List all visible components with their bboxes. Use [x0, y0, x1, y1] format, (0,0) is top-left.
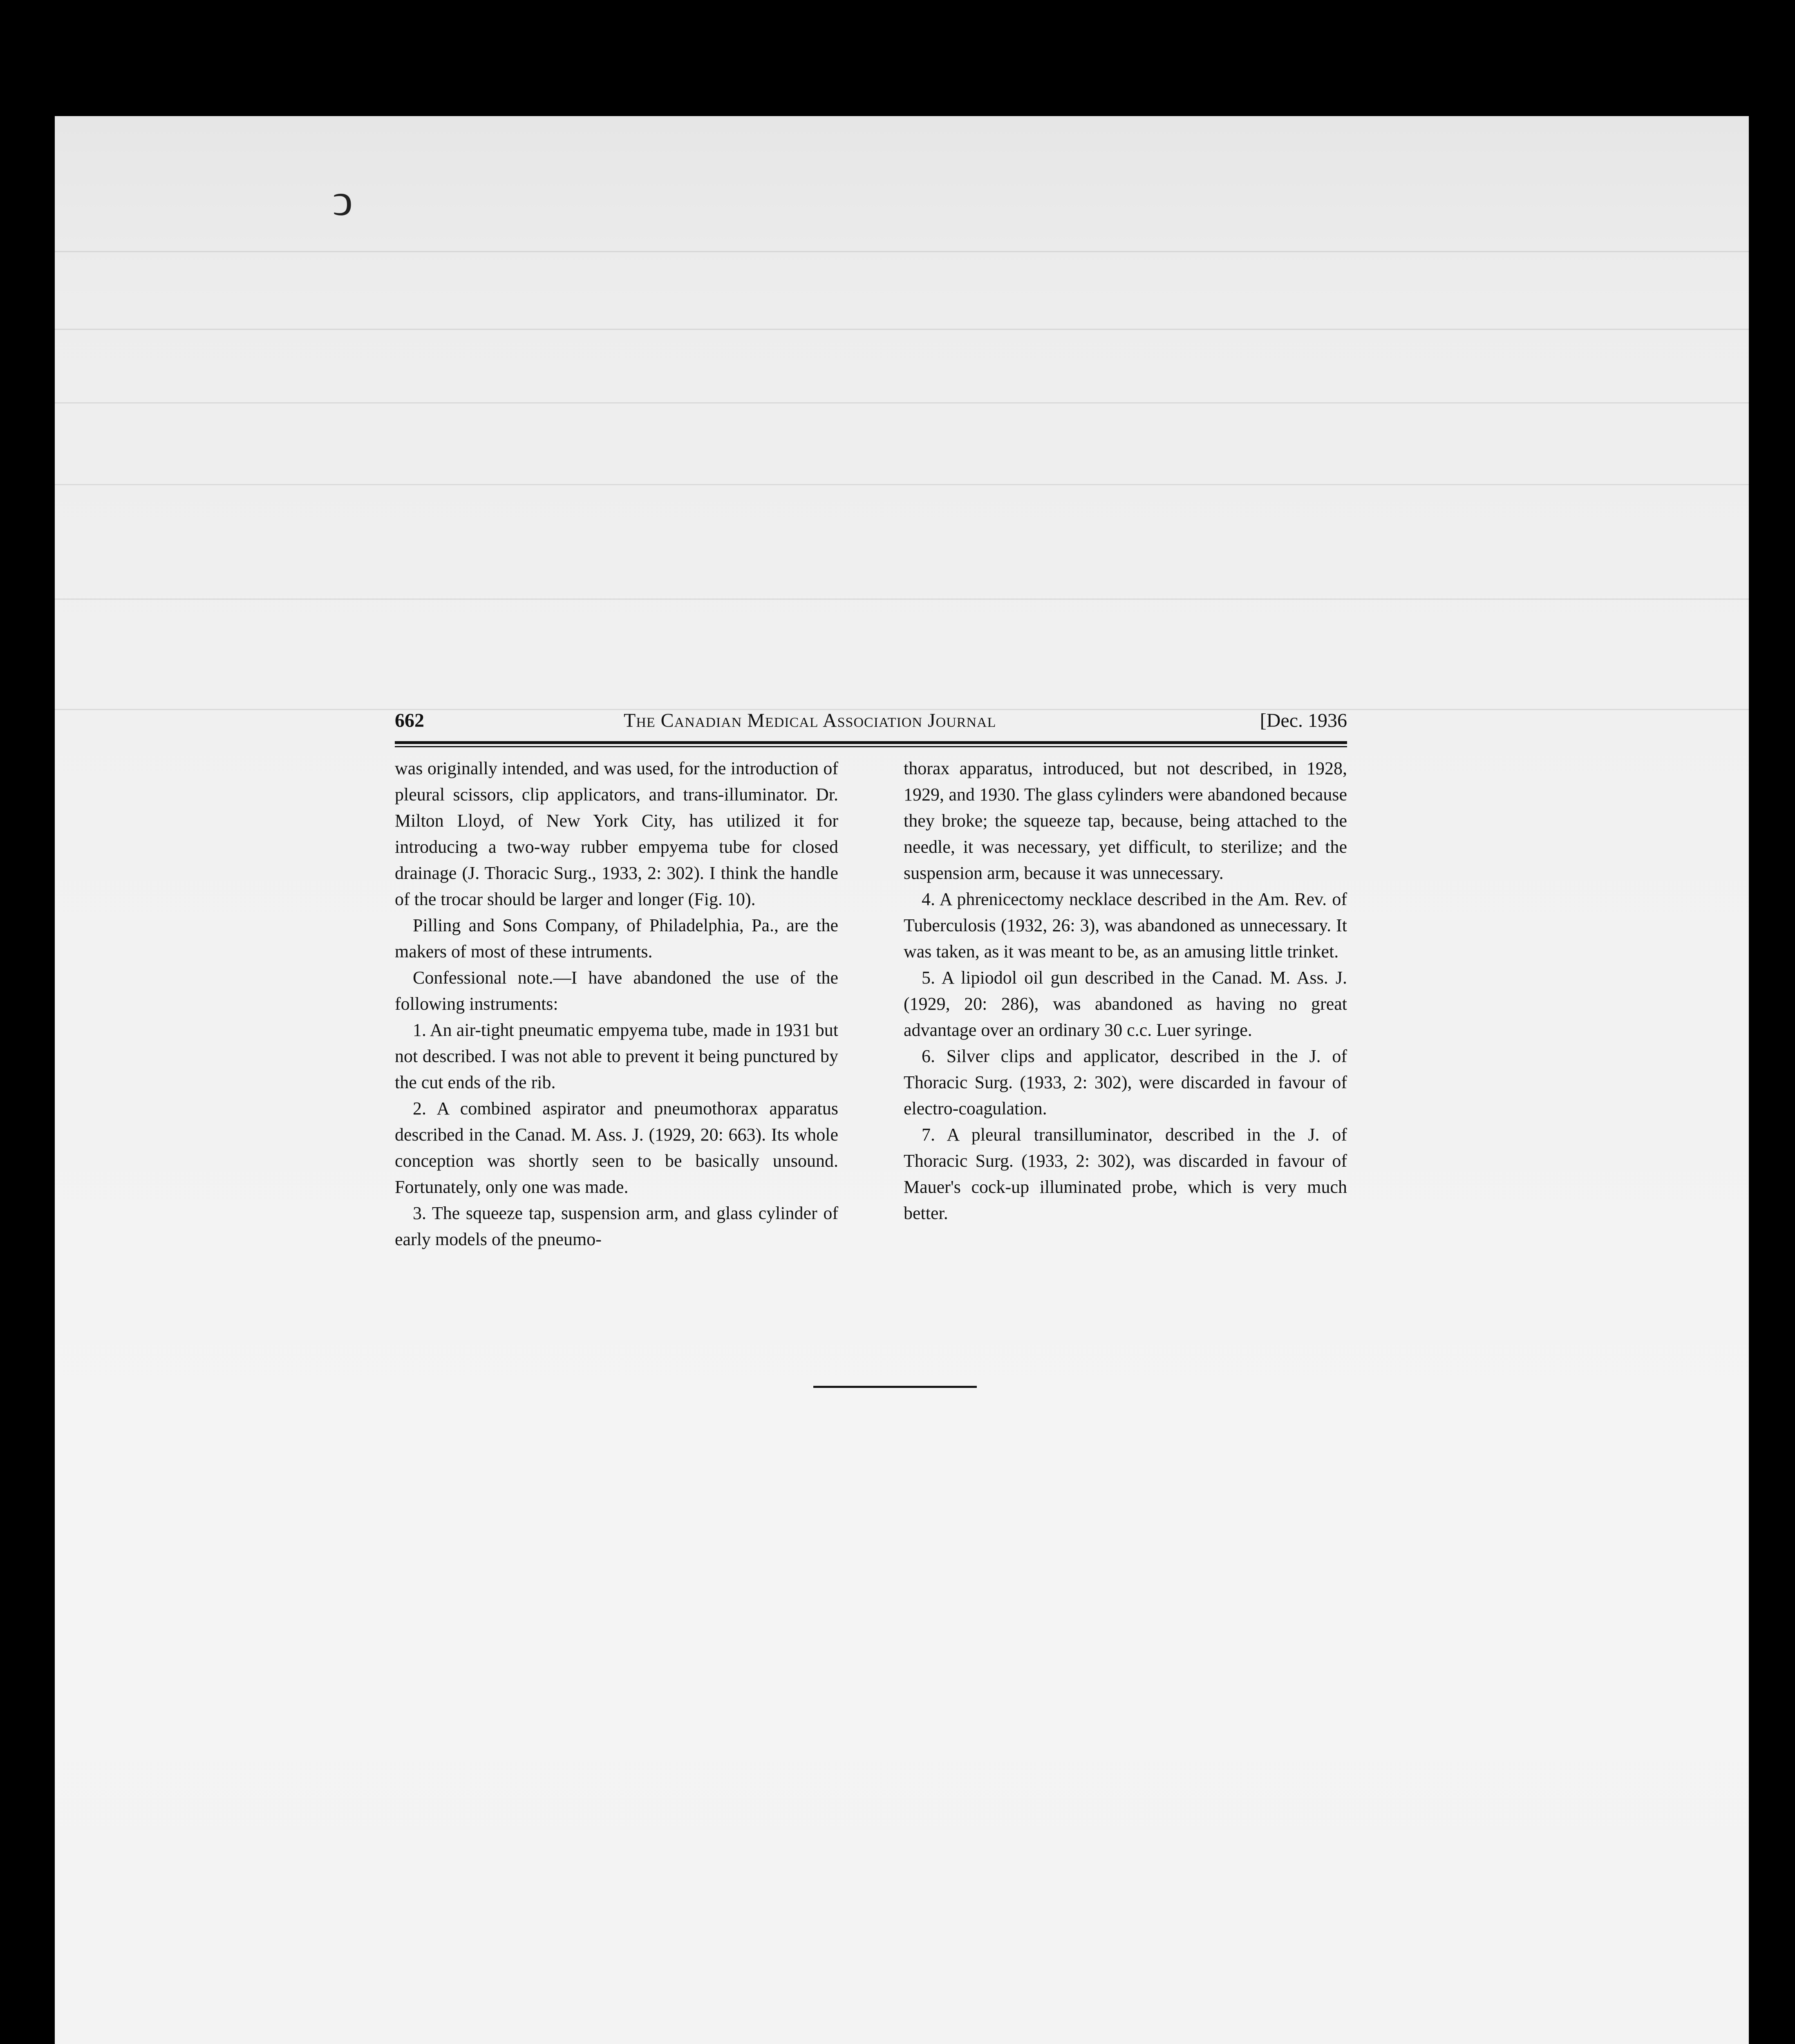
film-streak	[55, 484, 1749, 485]
film-streak	[55, 329, 1749, 330]
running-header	[395, 709, 1347, 738]
paragraph: Pilling and Sons Company, of Philadelphia, Pa., are the makers of most of these intruments.	[395, 915, 838, 961]
article-end-rule	[813, 1386, 977, 1388]
paragraph: 6. Silver clips and applicator, described in the J. of Thoracic Surg. (1933, 2: 302), were discarded in favour of electro-coagulation.	[904, 1046, 1347, 1118]
paragraph: 4. A phrenicectomy necklace described in the Am. Rev. of Tuberculosis (1932, 26: 3), was abandoned as unnecessary. It was taken, as it was meant to be, as an amusing little trinket.	[904, 889, 1347, 961]
paragraph: Confessional note.—I have abandoned the use of the following instruments:	[395, 968, 838, 1014]
journal-page	[395, 709, 1347, 1253]
film-streak	[55, 402, 1749, 403]
issue-date: [Dec. 1936	[1260, 710, 1347, 731]
film-streak	[55, 251, 1749, 252]
paragraph: thorax apparatus, introduced, but not described, in 1928, 1929, and 1930. The glass cylinders were abandoned because they broke; the squeeze tap, because, being attached to the needle, it was necessary, yet difficult, to sterilize; and the suspension arm, because it was unnecessary.	[904, 758, 1347, 883]
header-rule-thin	[395, 746, 1347, 747]
left-column	[395, 755, 838, 1253]
page-number: 662	[395, 710, 424, 731]
paragraph: was originally intended, and was used, for the introduction of pleural scissors, clip applicators, and trans-illuminator. Dr. Milton Lloyd, of New York City, has utilized it for introducing a two-way rubber empyema tube for closed drainage (J. Thoracic Surg., 1933, 2: 302). I think the handle of the trocar should be larger and longer (Fig. 10).	[395, 758, 838, 909]
header-rule	[395, 741, 1347, 744]
pencil-mark: ↄ	[333, 175, 353, 225]
paragraph: 5. A lipiodol oil gun described in the Canad. M. Ass. J. (1929, 20: 286), was abandoned as having no great advantage over an ordinary 30 c.c. Luer syringe.	[904, 968, 1347, 1040]
article-body	[395, 755, 1347, 1253]
right-column	[904, 755, 1347, 1253]
film-streak	[55, 598, 1749, 600]
paragraph: 2. A combined aspirator and pneumothorax apparatus described in the Canad. M. Ass. J. (1929, 20: 663). Its whole conception was shortly seen to be basically unsound. Fortunately, only one was made.	[395, 1098, 838, 1197]
paragraph: 3. The squeeze tap, suspension arm, and glass cylinder of early models of the pneumo-	[395, 1203, 838, 1249]
paragraph: 1. An air-tight pneumatic empyema tube, made in 1931 but not described. I was not able to prevent it being punctured by the cut ends of the rib.	[395, 1020, 838, 1092]
journal-title: The Canadian Medical Association Journal	[624, 710, 996, 731]
paragraph: 7. A pleural transilluminator, described in the J. of Thoracic Surg. (1933, 2: 302), was discarded in favour of Mauer's cock-up illuminated probe, which is very much better.	[904, 1125, 1347, 1223]
